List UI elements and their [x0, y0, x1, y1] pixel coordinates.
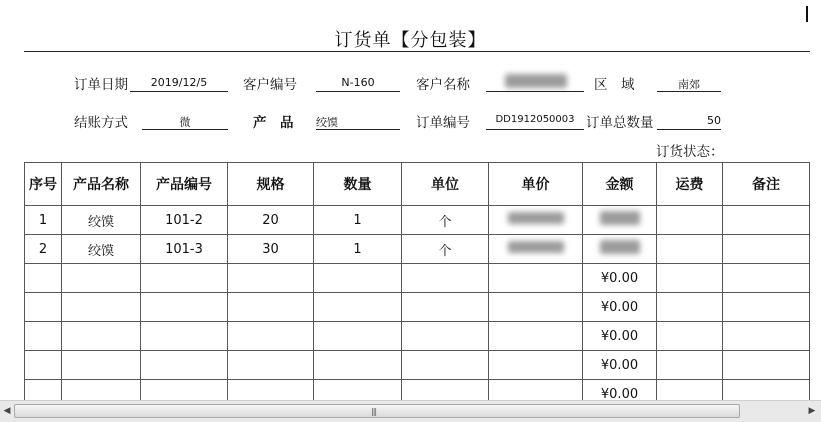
cell-spec[interactable] — [228, 322, 314, 351]
scrollbar-grip-icon: ||| — [371, 407, 377, 416]
cell-product-code[interactable] — [141, 293, 228, 322]
cell-seq[interactable] — [25, 322, 62, 351]
cell-note[interactable] — [723, 322, 810, 351]
cell-freight[interactable] — [657, 206, 723, 235]
order-status-label: 订货状态： — [656, 144, 724, 160]
customer-name-label: 客户名称 — [416, 77, 470, 93]
total-qty-underline — [657, 129, 721, 130]
cell-qty[interactable] — [314, 264, 402, 293]
order-items-table — [24, 162, 810, 400]
order-date-label: 订单日期 — [74, 77, 128, 93]
customer-no-underline — [316, 91, 400, 92]
page-title: 订货单【分包装】 — [334, 30, 487, 51]
col-header-product-name: 产品名称 — [62, 163, 141, 206]
scroll-right-icon[interactable]: ▶ — [808, 406, 816, 416]
cell-note[interactable] — [723, 380, 810, 401]
col-header-note: 备注 — [723, 163, 810, 206]
table-row — [25, 206, 810, 235]
order-date-value[interactable]: 2019/12/5 — [150, 76, 208, 89]
cell-product-code[interactable]: 101-2 — [141, 206, 228, 235]
customer-name-redacted — [505, 74, 567, 88]
region-value[interactable]: 南郊 — [678, 78, 700, 91]
cell-unit-price[interactable] — [489, 380, 583, 401]
redacted-amount — [600, 240, 640, 254]
total-qty-value[interactable]: 50 — [707, 114, 721, 127]
cell-amount[interactable]: ¥0.00 — [583, 351, 657, 380]
cell-amount[interactable] — [583, 235, 657, 264]
table-row — [25, 235, 810, 264]
cell-spec[interactable]: 20 — [228, 206, 314, 235]
redacted-price — [508, 212, 564, 224]
cell-product-name[interactable]: 绞馍 — [62, 206, 141, 235]
cell-product-code[interactable] — [141, 264, 228, 293]
cell-freight[interactable] — [657, 264, 723, 293]
cell-product-name[interactable] — [62, 264, 141, 293]
table-row — [25, 293, 810, 322]
text-cursor — [806, 6, 808, 22]
col-header-spec: 规格 — [228, 163, 314, 206]
scroll-left-icon[interactable]: ◀ — [3, 406, 11, 416]
cell-unit[interactable]: 个 — [402, 206, 489, 235]
col-header-product-code: 产品编号 — [141, 163, 228, 206]
cell-freight[interactable] — [657, 380, 723, 401]
cell-qty[interactable] — [314, 351, 402, 380]
cell-amount[interactable]: ¥0.00 — [583, 380, 657, 401]
cell-spec[interactable] — [228, 264, 314, 293]
col-header-freight: 运费 — [657, 163, 723, 206]
customer-name-underline — [486, 91, 584, 92]
total-qty-label: 订单总数量 — [586, 115, 654, 131]
cell-spec[interactable] — [228, 293, 314, 322]
scrollbar-thumb[interactable] — [14, 404, 740, 418]
cell-unit-price[interactable] — [489, 235, 583, 264]
payment-value[interactable]: 微 — [179, 116, 191, 129]
redacted-amount — [600, 211, 640, 225]
cell-spec[interactable] — [228, 380, 314, 401]
cell-seq[interactable]: 2 — [25, 235, 62, 264]
cell-unit[interactable] — [402, 351, 489, 380]
cell-amount[interactable] — [583, 206, 657, 235]
cell-product-name[interactable] — [62, 351, 141, 380]
cell-seq[interactable] — [25, 351, 62, 380]
cell-product-code[interactable] — [141, 380, 228, 401]
cell-unit[interactable]: 个 — [402, 235, 489, 264]
cell-amount[interactable]: ¥0.00 — [583, 322, 657, 351]
table-row — [25, 380, 810, 401]
title-divider — [24, 51, 810, 52]
cell-freight[interactable] — [657, 322, 723, 351]
order-no-label: 订单编号 — [416, 115, 470, 131]
cell-note[interactable] — [723, 264, 810, 293]
cell-note[interactable] — [723, 235, 810, 264]
cell-product-name[interactable] — [62, 293, 141, 322]
cell-product-code[interactable] — [141, 322, 228, 351]
cell-freight[interactable] — [657, 235, 723, 264]
order-date-underline — [130, 91, 228, 92]
product-label: 产 品 — [253, 115, 294, 131]
cell-seq[interactable] — [25, 264, 62, 293]
region-label: 区 域 — [594, 77, 635, 93]
cell-qty[interactable]: 1 — [314, 235, 402, 264]
cell-qty[interactable] — [314, 322, 402, 351]
cell-qty[interactable]: 1 — [314, 206, 402, 235]
col-header-amount: 金额 — [583, 163, 657, 206]
cell-qty[interactable] — [314, 380, 402, 401]
cell-product-code[interactable]: 101-3 — [141, 235, 228, 264]
cell-product-code[interactable] — [141, 351, 228, 380]
redacted-price — [508, 241, 564, 253]
product-value[interactable]: 绞馍 — [316, 116, 338, 129]
col-header-qty: 数量 — [314, 163, 402, 206]
customer-no-label: 客户编号 — [243, 77, 297, 93]
cell-unit-price[interactable] — [489, 351, 583, 380]
cell-note[interactable] — [723, 351, 810, 380]
cell-product-name[interactable] — [62, 322, 141, 351]
table-row — [25, 322, 810, 351]
cell-amount[interactable]: ¥0.00 — [583, 264, 657, 293]
order-no-underline — [486, 129, 584, 130]
cell-unit-price[interactable] — [489, 264, 583, 293]
horizontal-scrollbar[interactable] — [0, 400, 821, 422]
cell-unit[interactable] — [402, 380, 489, 401]
cell-spec[interactable] — [228, 351, 314, 380]
cell-unit-price[interactable] — [489, 293, 583, 322]
payment-label: 结账方式 — [74, 115, 128, 131]
cell-note[interactable] — [723, 206, 810, 235]
cell-qty[interactable] — [314, 293, 402, 322]
cell-freight[interactable] — [657, 351, 723, 380]
cell-unit[interactable] — [402, 264, 489, 293]
region-underline — [657, 91, 721, 92]
cell-unit-price[interactable] — [489, 206, 583, 235]
payment-underline — [142, 129, 228, 130]
product-underline — [316, 129, 400, 130]
cell-seq[interactable]: 1 — [25, 206, 62, 235]
cell-seq[interactable] — [25, 293, 62, 322]
table-row — [25, 264, 810, 293]
cell-unit[interactable] — [402, 322, 489, 351]
cell-amount[interactable]: ¥0.00 — [583, 293, 657, 322]
col-header-unit-price: 单价 — [489, 163, 583, 206]
cell-unit-price[interactable] — [489, 322, 583, 351]
table-header-row — [25, 163, 810, 206]
col-header-seq: 序号 — [25, 163, 62, 206]
cell-note[interactable] — [723, 293, 810, 322]
cell-product-name[interactable] — [62, 380, 141, 401]
table-row — [25, 351, 810, 380]
cell-unit[interactable] — [402, 293, 489, 322]
cell-product-name[interactable]: 绞馍 — [62, 235, 141, 264]
cell-freight[interactable] — [657, 293, 723, 322]
order-no-value[interactable]: DD1912050003 — [495, 114, 575, 125]
customer-no-value[interactable]: N-160 — [341, 76, 375, 89]
cell-seq[interactable] — [25, 380, 62, 401]
col-header-unit: 单位 — [402, 163, 489, 206]
cell-spec[interactable]: 30 — [228, 235, 314, 264]
